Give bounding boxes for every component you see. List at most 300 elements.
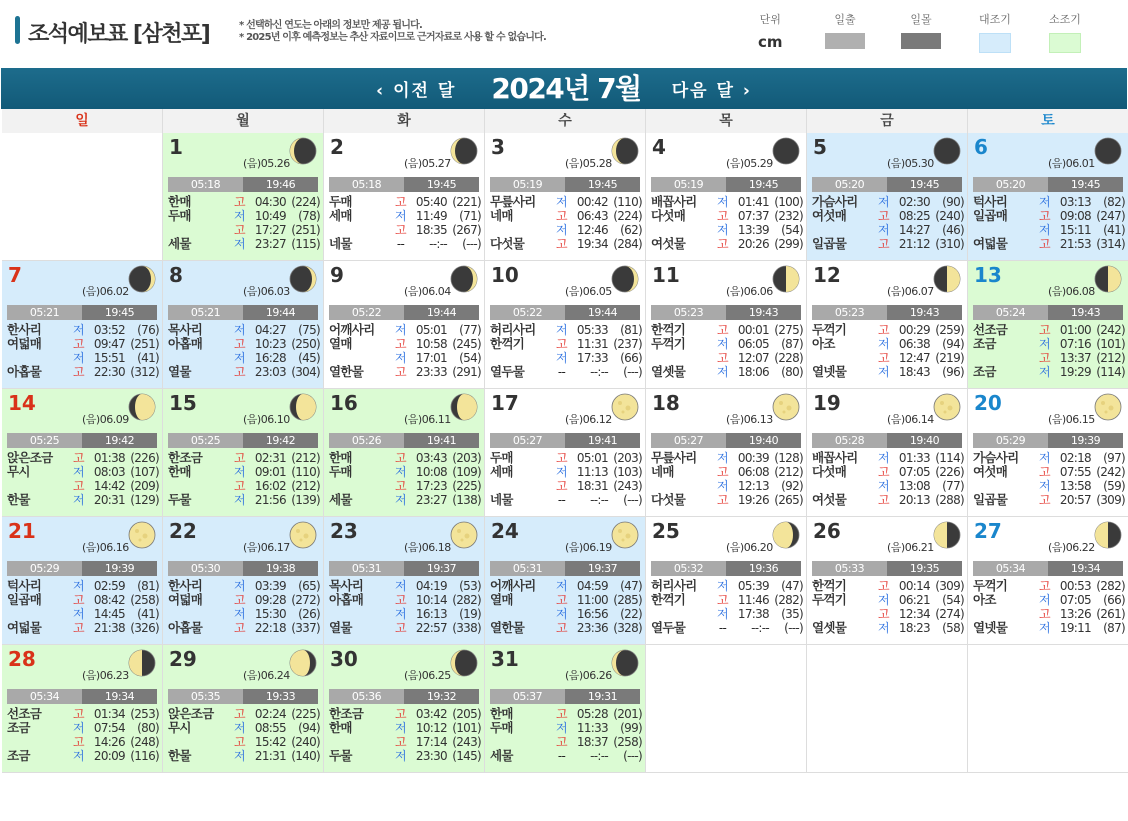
tide-row (812, 621, 964, 635)
tide-time: 13:08 (898, 479, 930, 493)
notice-text (239, 20, 569, 44)
calendar-day-cell[interactable] (646, 389, 807, 517)
calendar-day-cell[interactable] (485, 133, 646, 261)
tide-type: 저 (395, 209, 406, 223)
tide-row (7, 351, 159, 365)
tide-row (7, 749, 159, 763)
tide-level: (226) (935, 465, 964, 479)
calendar-day-cell[interactable] (968, 517, 1128, 645)
legend-neap-tide (1049, 11, 1081, 53)
tide-type: 저 (717, 223, 728, 237)
tide-row (973, 493, 1125, 507)
tide-table (168, 707, 320, 763)
tide-type: 저 (234, 351, 245, 365)
tide-type: 고 (717, 351, 728, 365)
day-number: 22 (169, 519, 197, 543)
sunrise-time: 05:27 (651, 433, 726, 448)
calendar-grid (2, 133, 1127, 773)
calendar-day-cell[interactable] (485, 517, 646, 645)
lunar-date: (음)06.02 (82, 285, 129, 298)
sunrise-time: 05:31 (490, 561, 565, 576)
tide-level: (282) (1096, 579, 1125, 593)
tide-type: 저 (717, 579, 728, 593)
tide-level: (203) (452, 451, 481, 465)
lunar-date: (음)06.01 (1048, 157, 1095, 170)
tide-type: 저 (234, 579, 245, 593)
tide-row (168, 479, 320, 493)
calendar-day-cell[interactable] (968, 389, 1128, 517)
sun-times-bar (7, 689, 157, 704)
prev-month-button[interactable]: ‹ 이전 달 (376, 81, 457, 101)
tide-type: 저 (717, 365, 728, 379)
tide-row (168, 323, 320, 337)
calendar-day-cell[interactable] (163, 517, 324, 645)
calendar-day-cell[interactable] (646, 261, 807, 389)
tide-level: (240) (291, 735, 320, 749)
tide-time: 18:23 (898, 621, 930, 635)
tide-row (812, 351, 964, 365)
lunar-date: (음)06.26 (565, 669, 612, 682)
next-month-button[interactable]: 다음 달 › (671, 81, 752, 101)
moon-phase-icon (772, 137, 800, 165)
sun-times-bar (168, 305, 318, 320)
tide-phase-name: 두물 (329, 748, 352, 763)
tide-time: 10:49 (254, 209, 286, 223)
calendar-day-cell[interactable] (324, 645, 485, 773)
tide-row (812, 209, 964, 223)
tide-level: (201) (613, 707, 642, 721)
sunset-time: 19:42 (82, 433, 157, 448)
tide-time: 05:01 (576, 451, 608, 465)
sunrise-time: 05:25 (168, 433, 243, 448)
calendar-day-cell[interactable] (163, 389, 324, 517)
tide-phase-name: 두매 (329, 464, 352, 479)
notice-line-1: * 선택하신 연도는 아래의 정보만 제공 됩니다. (239, 20, 422, 31)
tide-time: 04:59 (576, 579, 608, 593)
tide-type: 고 (234, 195, 245, 209)
tide-level: (258) (130, 593, 159, 607)
sunset-time: 19:40 (887, 433, 962, 448)
tide-row (168, 579, 320, 593)
sun-times-bar (7, 305, 157, 320)
tide-level: (209) (130, 479, 159, 493)
tide-type: 저 (1039, 223, 1050, 237)
tide-type: 고 (1039, 323, 1050, 337)
tide-level: (110) (613, 195, 642, 209)
tide-table (812, 451, 964, 507)
tide-row (168, 237, 320, 251)
tide-type: 저 (878, 337, 889, 351)
tide-time: 11:31 (576, 337, 608, 351)
current-month-title: 2024년 7월 (491, 72, 641, 105)
day-number: 10 (491, 263, 519, 287)
tide-time: 13:37 (1059, 351, 1091, 365)
tide-row (812, 479, 964, 493)
calendar-day-cell[interactable] (163, 261, 324, 389)
lunar-date: (음)05.27 (404, 157, 451, 170)
tide-row (651, 351, 803, 365)
tide-level: (250) (291, 337, 320, 351)
tide-row (490, 579, 642, 593)
moon-phase-icon (450, 649, 478, 677)
tide-row (168, 223, 320, 237)
tide-level: (275) (774, 323, 803, 337)
tide-phase-name: 열두물 (651, 620, 686, 635)
tide-time: 05:33 (576, 323, 608, 337)
tide-type: 저 (717, 337, 728, 351)
tide-row (168, 451, 320, 465)
tide-phase-name: 한사리 (7, 322, 42, 337)
tide-row (7, 479, 159, 493)
tide-type: 고 (717, 323, 728, 337)
calendar-cell-empty (646, 645, 807, 773)
tide-row (329, 593, 481, 607)
tide-level: (212) (291, 479, 320, 493)
tide-phase-name: 한매 (329, 720, 352, 735)
tide-phase-name: 두매 (329, 194, 352, 209)
sunrise-time: 05:29 (973, 433, 1048, 448)
tide-type: 고 (1039, 579, 1050, 593)
sunset-time: 19:46 (243, 177, 318, 192)
tide-phase-name: 열매 (490, 592, 513, 607)
sunrise-time: 05:37 (490, 689, 565, 704)
tide-row (812, 323, 964, 337)
tide-level: (328) (613, 621, 642, 635)
tide-level: (97) (1103, 451, 1125, 465)
tide-phase-name: 다섯매 (651, 208, 686, 223)
moon-phase-icon (1094, 265, 1122, 293)
lunar-date: (음)06.03 (243, 285, 290, 298)
moon-phase-icon (611, 521, 639, 549)
calendar-day-cell[interactable] (485, 261, 646, 389)
tide-table (651, 323, 803, 379)
tide-phase-name: 열매 (329, 336, 352, 351)
tide-type: -- (396, 237, 405, 251)
tide-phase-name: 조금 (973, 336, 996, 351)
tide-row (168, 195, 320, 209)
tide-level: (139) (291, 493, 320, 507)
tide-type: 저 (878, 593, 889, 607)
moon-phase-icon (611, 265, 639, 293)
tide-type: 고 (1039, 493, 1050, 507)
calendar-day-cell[interactable] (324, 133, 485, 261)
tide-type: 저 (395, 493, 406, 507)
tide-level: (---) (462, 237, 481, 251)
tide-row (329, 749, 481, 763)
legend-unit-value: cm (758, 33, 783, 51)
day-number: 7 (8, 263, 22, 287)
moon-phase-icon (450, 393, 478, 421)
tide-phase-name: 한물 (7, 492, 30, 507)
tide-level: (267) (452, 223, 481, 237)
tide-level: (115) (291, 237, 320, 251)
tide-phase-name: 배꼽사리 (651, 194, 697, 209)
tide-level: (337) (291, 621, 320, 635)
calendar-day-cell[interactable] (2, 517, 163, 645)
tide-time: 12:46 (576, 223, 608, 237)
tide-type: 고 (556, 479, 567, 493)
tide-row (490, 721, 642, 735)
tide-time: 10:14 (415, 593, 447, 607)
calendar-day-cell[interactable] (2, 389, 163, 517)
tide-row (651, 593, 803, 607)
tide-time: 18:06 (737, 365, 769, 379)
tide-type: 고 (878, 323, 889, 337)
calendar-day-cell[interactable] (807, 517, 968, 645)
tide-row (973, 209, 1125, 223)
tide-level: (---) (623, 749, 642, 763)
lunar-date: (음)05.26 (243, 157, 290, 170)
tide-phase-name: 세매 (329, 208, 352, 223)
calendar-day-cell[interactable] (324, 389, 485, 517)
tide-time: 01:00 (1059, 323, 1091, 337)
day-number: 23 (330, 519, 358, 543)
tide-level: (47) (781, 579, 803, 593)
moon-phase-icon (611, 137, 639, 165)
calendar-day-cell[interactable] (646, 133, 807, 261)
tide-phase-name: 아조 (812, 336, 835, 351)
tide-phase-name: 한사리 (168, 578, 203, 593)
moon-phase-icon (933, 521, 961, 549)
tide-phase-name: 목사리 (168, 322, 203, 337)
tide-level: (224) (291, 195, 320, 209)
tide-phase-name: 허리사리 (490, 322, 536, 337)
calendar-day-cell[interactable] (968, 261, 1128, 389)
lunar-date: (음)06.19 (565, 541, 612, 554)
tide-level: (109) (452, 465, 481, 479)
tide-type: 고 (556, 337, 567, 351)
tide-level: (114) (1096, 365, 1125, 379)
tide-level: (53) (459, 579, 481, 593)
tide-phase-name: 한꺽기 (651, 592, 686, 607)
sun-times-bar (973, 305, 1123, 320)
sunrise-time: 05:33 (812, 561, 887, 576)
tide-level: (237) (613, 337, 642, 351)
tide-row (812, 451, 964, 465)
tide-time: 09:08 (1059, 209, 1091, 223)
day-number: 31 (491, 647, 519, 671)
tide-time: 19:34 (576, 237, 608, 251)
lunar-date: (음)06.18 (404, 541, 451, 554)
lunar-date: (음)05.28 (565, 157, 612, 170)
tide-phase-name: 다섯물 (490, 236, 525, 251)
calendar-day-cell[interactable] (807, 261, 968, 389)
calendar-day-cell[interactable] (2, 261, 163, 389)
tide-phase-name: 한조금 (168, 450, 203, 465)
sunset-time: 19:45 (726, 177, 801, 192)
tide-row (973, 579, 1125, 593)
tide-level: (338) (452, 621, 481, 635)
tide-phase-name: 조금 (973, 364, 996, 379)
tide-type: 저 (234, 323, 245, 337)
legend-sunset (901, 11, 941, 49)
tide-level: (140) (291, 749, 320, 763)
tide-level: (205) (452, 707, 481, 721)
tide-time: 12:34 (898, 607, 930, 621)
tide-row (329, 337, 481, 351)
calendar-day-cell[interactable] (2, 645, 163, 773)
tide-phase-name: 일곱물 (973, 492, 1008, 507)
sunset-time: 19:40 (726, 433, 801, 448)
moon-phase-icon (450, 137, 478, 165)
day-number: 21 (8, 519, 36, 543)
calendar-day-cell[interactable] (324, 261, 485, 389)
sun-times-bar (812, 561, 962, 576)
tide-type: 고 (234, 479, 245, 493)
tide-row (812, 337, 964, 351)
sun-times-bar (812, 177, 962, 192)
tide-level: (272) (291, 593, 320, 607)
tide-time: 03:43 (415, 451, 447, 465)
tide-level: (87) (781, 337, 803, 351)
tide-time: 03:52 (93, 323, 125, 337)
sunset-time: 19:43 (726, 305, 801, 320)
moon-phase-icon (1094, 521, 1122, 549)
tide-level: (54) (942, 593, 964, 607)
tide-level: (45) (298, 351, 320, 365)
moon-phase-icon (128, 649, 156, 677)
sunrise-time: 05:22 (329, 305, 404, 320)
tide-type: 고 (717, 493, 728, 507)
tide-time: 15:51 (93, 351, 125, 365)
tide-type: 저 (717, 451, 728, 465)
sun-times-bar (329, 177, 479, 192)
calendar-day-cell[interactable] (485, 645, 646, 773)
day-number: 30 (330, 647, 358, 671)
tide-row (490, 351, 642, 365)
day-number: 28 (8, 647, 36, 671)
tide-row (490, 337, 642, 351)
tide-phase-name: 어깨사리 (329, 322, 375, 337)
tide-phase-name: 여섯매 (973, 464, 1008, 479)
tide-time: 11:33 (576, 721, 608, 735)
tide-level: (291) (452, 365, 481, 379)
tide-row (812, 237, 964, 251)
tide-type: 저 (234, 237, 245, 251)
tide-type: 고 (73, 479, 84, 493)
lunar-date: (음)06.25 (404, 669, 451, 682)
tide-type: 고 (395, 621, 406, 635)
legend-spring-label: 대조기 (979, 13, 1011, 26)
tide-level: (251) (130, 337, 159, 351)
tide-type: 저 (556, 195, 567, 209)
lunar-date: (음)06.21 (887, 541, 934, 554)
tide-level: (251) (291, 223, 320, 237)
tide-time: 07:55 (1059, 465, 1091, 479)
tide-phase-name: 두매 (168, 208, 191, 223)
tide-type: 저 (717, 607, 728, 621)
tide-phase-name: 턱사리 (973, 194, 1008, 209)
calendar-day-cell[interactable] (163, 133, 324, 261)
tide-table (973, 195, 1125, 251)
moon-phase-icon (289, 649, 317, 677)
tide-level: (274) (935, 607, 964, 621)
tide-level: (71) (459, 209, 481, 223)
day-number: 5 (813, 135, 827, 159)
tide-level: (65) (298, 579, 320, 593)
moon-phase-icon (450, 521, 478, 549)
tide-phase-name: 선조금 (7, 706, 42, 721)
tide-row (651, 579, 803, 593)
tide-level: (282) (452, 593, 481, 607)
tide-type: 저 (1039, 479, 1050, 493)
tide-row (973, 365, 1125, 379)
tide-row (490, 593, 642, 607)
tide-time: 00:42 (576, 195, 608, 209)
tide-phase-name: 아홉매 (329, 592, 364, 607)
tide-time: 23:03 (254, 365, 286, 379)
tide-phase-name: 다섯물 (651, 492, 686, 507)
tide-level: (285) (613, 593, 642, 607)
tide-time: 04:30 (254, 195, 286, 209)
sunrise-time: 05:30 (168, 561, 243, 576)
tide-level: (309) (1096, 493, 1125, 507)
tide-level: (203) (613, 451, 642, 465)
sun-times-bar (168, 689, 318, 704)
tide-row (7, 451, 159, 465)
tide-level: (100) (774, 195, 803, 209)
tide-type: 고 (234, 621, 245, 635)
tide-time: 21:31 (254, 749, 286, 763)
tide-time: 19:29 (1059, 365, 1091, 379)
lunar-date: (음)06.15 (1048, 413, 1095, 426)
tide-type: 고 (234, 451, 245, 465)
calendar-day-cell[interactable] (646, 517, 807, 645)
tide-type: 저 (878, 223, 889, 237)
tide-type: 고 (556, 735, 567, 749)
tide-type: 고 (878, 465, 889, 479)
tide-type: 저 (556, 223, 567, 237)
tide-table (168, 579, 320, 635)
calendar-day-cell[interactable] (485, 389, 646, 517)
tide-level: (212) (291, 451, 320, 465)
tide-phase-name: 아홉물 (168, 620, 203, 635)
tide-level: (76) (137, 323, 159, 337)
tide-phase-name: 두물 (168, 492, 191, 507)
sunset-time: 19:39 (1048, 433, 1123, 448)
tide-phase-name: 열셋물 (812, 620, 847, 635)
calendar-day-cell[interactable] (968, 133, 1128, 261)
calendar-day-cell[interactable] (163, 645, 324, 773)
calendar-day-cell[interactable] (807, 133, 968, 261)
legend-sunrise-label: 일출 (834, 13, 856, 26)
moon-phase-icon (128, 521, 156, 549)
tide-level: (243) (452, 735, 481, 749)
tide-type: 저 (73, 323, 84, 337)
tide-type: 고 (73, 365, 84, 379)
tide-level: (245) (452, 337, 481, 351)
calendar-day-cell[interactable] (807, 389, 968, 517)
legend-sunset-swatch (901, 33, 941, 49)
lunar-date: (음)06.08 (1048, 285, 1095, 298)
tide-phase-name: 한매 (168, 464, 191, 479)
calendar-day-cell[interactable] (324, 517, 485, 645)
tide-time: 01:33 (898, 451, 930, 465)
tide-phase-name: 한꺽기 (651, 322, 686, 337)
tide-phase-name: 열넷물 (812, 364, 847, 379)
tide-type: 저 (395, 351, 406, 365)
tide-time: 20:57 (1059, 493, 1091, 507)
legend-sunset-label: 일몰 (910, 13, 932, 26)
tide-type: 저 (556, 351, 567, 365)
tide-type: 저 (234, 607, 245, 621)
sunset-time: 19:41 (565, 433, 640, 448)
tide-level: (---) (784, 621, 803, 635)
tide-time: 02:24 (254, 707, 286, 721)
sunrise-time: 05:23 (651, 305, 726, 320)
tide-time: 02:59 (93, 579, 125, 593)
tide-type: 고 (73, 621, 84, 635)
